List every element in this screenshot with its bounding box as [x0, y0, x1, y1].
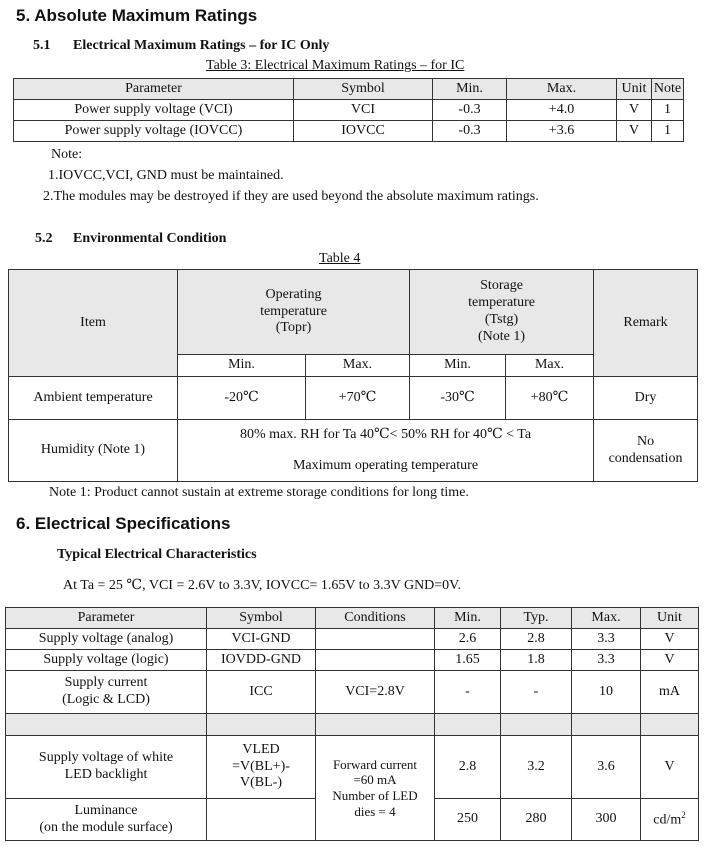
supply-current-line-1: Supply current [64, 675, 148, 691]
table-cell: 1.8 [501, 650, 572, 671]
table-cell: -0.3 [433, 100, 507, 121]
led-condition-line-1: Forward current [332, 756, 418, 772]
table-cell: 3.3 [572, 629, 641, 650]
table-cell [641, 799, 699, 841]
table-row [6, 650, 699, 671]
operating-line-1: Operating [265, 286, 322, 302]
electrical-header-row [6, 608, 699, 629]
table-cell: V [641, 736, 699, 799]
led-condition-line-3: Number of LED [332, 788, 418, 803]
operating-line-3: (Topr) [275, 320, 312, 336]
subsection-5-2-title: Environmental Condition [73, 231, 227, 246]
table-cell: +70℃ [306, 377, 410, 420]
table-cell [594, 420, 698, 482]
table-cell: 2.8 [435, 736, 501, 799]
table-cell: mA [641, 671, 699, 714]
table-cell: -30℃ [410, 377, 506, 420]
luminance-line-1: Luminance [74, 802, 138, 818]
table-cell [207, 799, 316, 841]
table-cell: Supply voltage (logic) [6, 650, 207, 671]
table-3-header: Unit [617, 79, 652, 100]
table-row [6, 629, 699, 650]
luminance-unit: cd/m [653, 812, 682, 828]
luminance-line-2: (on the module surface) [39, 819, 173, 835]
vled-line-3: V(BL-) [240, 775, 282, 791]
electrical-header: Max. [572, 608, 641, 629]
table-cell [641, 714, 699, 736]
section-6-subtitle: Typical Electrical Characteristics [57, 547, 257, 562]
table-3-header: Max. [507, 79, 617, 100]
storage-line-2: temperature [468, 295, 535, 311]
humidity-line-1: 80% max. RH for Ta 40℃< 50% RH for 40℃ < Ta [239, 426, 532, 442]
table-cell [316, 714, 435, 736]
table-cell: 1 [652, 100, 684, 121]
table-cell: 1.65 [435, 650, 501, 671]
table-cell: -0.3 [433, 121, 507, 142]
table-cell: +3.6 [507, 121, 617, 142]
table-cell: V [617, 100, 652, 121]
electrical-header: Parameter [6, 608, 207, 629]
subsection-5-1-title: Electrical Maximum Ratings – for IC Only [73, 38, 330, 53]
section-6-title: 6. Electrical Specifications [16, 514, 231, 533]
led-param-line-1: Supply voltage of white [38, 750, 174, 766]
vled-line-1: VLED [242, 741, 280, 757]
table-cell: VCI [294, 100, 433, 121]
table-cell: Power supply voltage (VCI) [14, 100, 294, 121]
table-3-header-row [14, 79, 684, 100]
table-cell: IOVCC [294, 121, 433, 142]
electrical-header: Unit [641, 608, 699, 629]
table-cell [178, 420, 594, 482]
table-cell: - [501, 671, 572, 714]
table-4 [8, 269, 698, 482]
table-3-header: Symbol [294, 79, 433, 100]
led-condition-line-4: dies = 4 [354, 803, 396, 819]
table-row [14, 121, 684, 142]
subsection-5-1-number: 5.1 [33, 38, 51, 53]
table-4-item-header: Item [9, 270, 178, 377]
table-cell: V [641, 650, 699, 671]
humidity-line-2: Maximum operating temperature [292, 457, 479, 473]
table-cell: V [617, 121, 652, 142]
table-4-min-header: Min. [410, 355, 506, 377]
table-row [6, 736, 699, 799]
table-cell: IOVDD-GND [207, 650, 316, 671]
table-cell: 3.2 [501, 736, 572, 799]
table-cell: 3.3 [572, 650, 641, 671]
led-param-line-2: LED backlight [64, 767, 148, 782]
table-row [14, 100, 684, 121]
table-cell: 250 [435, 799, 501, 841]
table-cell: Humidity (Note 1) [9, 420, 178, 482]
table-cell: Ambient temperature [9, 377, 178, 420]
table-cell [435, 714, 501, 736]
table-cell: +80℃ [506, 377, 594, 420]
note-label: Note: [51, 147, 83, 162]
table-cell [501, 714, 572, 736]
table-3-caption: Table 3: Electrical Maximum Ratings – for IC [206, 58, 465, 73]
table-4-min-header: Min. [178, 355, 306, 377]
table-4-operating-header [178, 270, 410, 355]
table-cell [6, 671, 207, 714]
remark-line-1: No [636, 433, 655, 449]
table-cell [316, 629, 435, 650]
remark-line-2: condensation [608, 450, 683, 466]
table-cell: +4.0 [507, 100, 617, 121]
storage-line-3: (Tstg) [484, 312, 519, 327]
operating-line-2: temperature [260, 303, 327, 319]
table-cell: -20℃ [178, 377, 306, 420]
storage-line-4: (Note 1) [478, 328, 526, 344]
table-cell: Power supply voltage (IOVCC) [14, 121, 294, 142]
table-cell [6, 799, 207, 841]
table-cell [316, 736, 435, 841]
table-cell: Supply voltage (analog) [6, 629, 207, 650]
electrical-header: Typ. [501, 608, 572, 629]
table-4-caption: Table 4 [319, 251, 361, 266]
table-cell: 2.6 [435, 629, 501, 650]
table-cell [207, 714, 316, 736]
electrical-header: Conditions [316, 608, 435, 629]
table-cell: V [641, 629, 699, 650]
supply-current-line-2: (Logic & LCD) [62, 692, 150, 707]
table-cell [6, 714, 207, 736]
electrical-header: Min. [435, 608, 501, 629]
electrical-header: Symbol [207, 608, 316, 629]
table-cell [6, 736, 207, 799]
table-row [9, 420, 698, 482]
table-3-header: Min. [433, 79, 507, 100]
note-1: 1.IOVCC,VCI, GND must be maintained. [48, 168, 284, 183]
table-cell [316, 650, 435, 671]
table-cell: VCI-GND [207, 629, 316, 650]
table-cell: Dry [594, 377, 698, 420]
table-cell: VCI=2.8V [316, 671, 435, 714]
conditions-text: At Ta = 25 ℃, VCI = 2.6V to 3.3V, IOVCC= 1.65V to 3.3V GND=0V. [63, 578, 461, 593]
table-4-note: Note 1: Product cannot sustain at extreme storage conditions for long time. [49, 485, 469, 500]
table-row [9, 377, 698, 420]
table-3-header: Parameter [14, 79, 294, 100]
table-row [6, 671, 699, 714]
table-cell: 10 [572, 671, 641, 714]
table-cell: 3.6 [572, 736, 641, 799]
table-3 [13, 78, 684, 142]
note-2: 2.The modules may be destroyed if they are used beyond the absolute maximum ratings. [43, 189, 539, 204]
table-cell: 280 [501, 799, 572, 841]
table-3-header: Note [652, 79, 684, 100]
table-cell: - [435, 671, 501, 714]
vled-line-2: =V(BL+)- [232, 758, 290, 774]
led-condition-line-2: =60 mA [353, 772, 397, 788]
table-4-max-header: Max. [306, 355, 410, 377]
table-cell: 2.8 [501, 629, 572, 650]
section-5-title: 5. Absolute Maximum Ratings [16, 6, 258, 25]
table-cell: 300 [572, 799, 641, 841]
electrical-table [5, 607, 699, 841]
table-cell: 1 [652, 121, 684, 142]
luminance-unit-exponent: 2 [681, 809, 686, 820]
storage-line-1: Storage [480, 278, 523, 294]
table-row-shaded [6, 714, 699, 736]
table-4-storage-header [410, 270, 594, 355]
table-cell [207, 736, 316, 799]
subsection-5-2-number: 5.2 [35, 231, 53, 246]
table-4-max-header: Max. [506, 355, 594, 377]
table-cell: ICC [207, 671, 316, 714]
table-cell [572, 714, 641, 736]
table-4-remark-header: Remark [594, 270, 698, 377]
